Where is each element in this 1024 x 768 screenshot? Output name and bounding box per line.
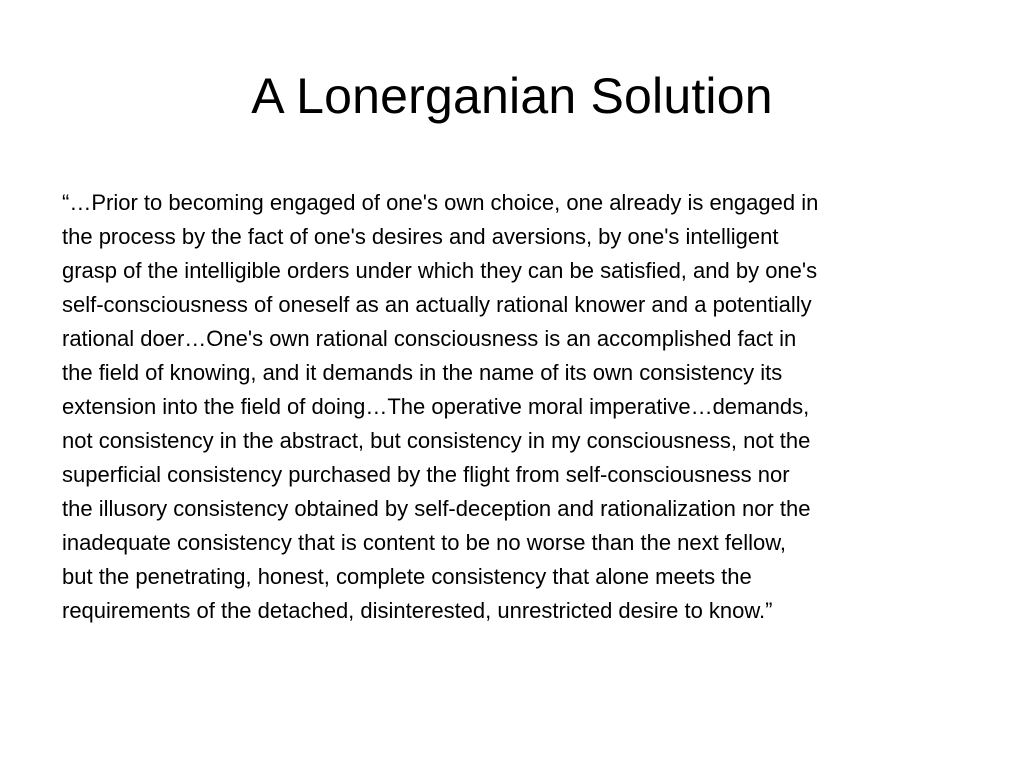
quote-line: the process by the fact of one's desires and aversions, by one's intelligent (62, 224, 779, 249)
quote-line: extension into the field of doing…The operative moral imperative…demands, (62, 394, 810, 419)
quote-line: rational doer…One's own rational consciousness is an accomplished fact in (62, 326, 797, 351)
quote-line: self-consciousness of oneself as an actually rational knower and a potentially (62, 292, 812, 317)
quote-line: the illusory consistency obtained by self-deception and rationalization nor the (62, 496, 811, 521)
quote-line: but the penetrating, honest, complete consistency that alone meets the (62, 564, 752, 589)
quote-line: “…Prior to becoming engaged of one's own choice, one already is engaged in (62, 190, 819, 215)
quote-line: grasp of the intelligible orders under which they can be satisfied, and by one's (62, 258, 818, 283)
quote-paragraph (62, 186, 962, 628)
quote-line: superficial consistency purchased by the flight from self-consciousness nor (62, 462, 790, 487)
quote-line: inadequate consistency that is content to be no worse than the next fellow, (62, 530, 787, 555)
slide-title: A Lonerganian Solution (251, 68, 773, 124)
quote-line: the field of knowing, and it demands in the name of its own consistency its (62, 360, 783, 385)
quote-line: not consistency in the abstract, but consistency in my consciousness, not the (62, 428, 811, 453)
quote-line: requirements of the detached, disinterested, unrestricted desire to know.” (62, 598, 773, 623)
